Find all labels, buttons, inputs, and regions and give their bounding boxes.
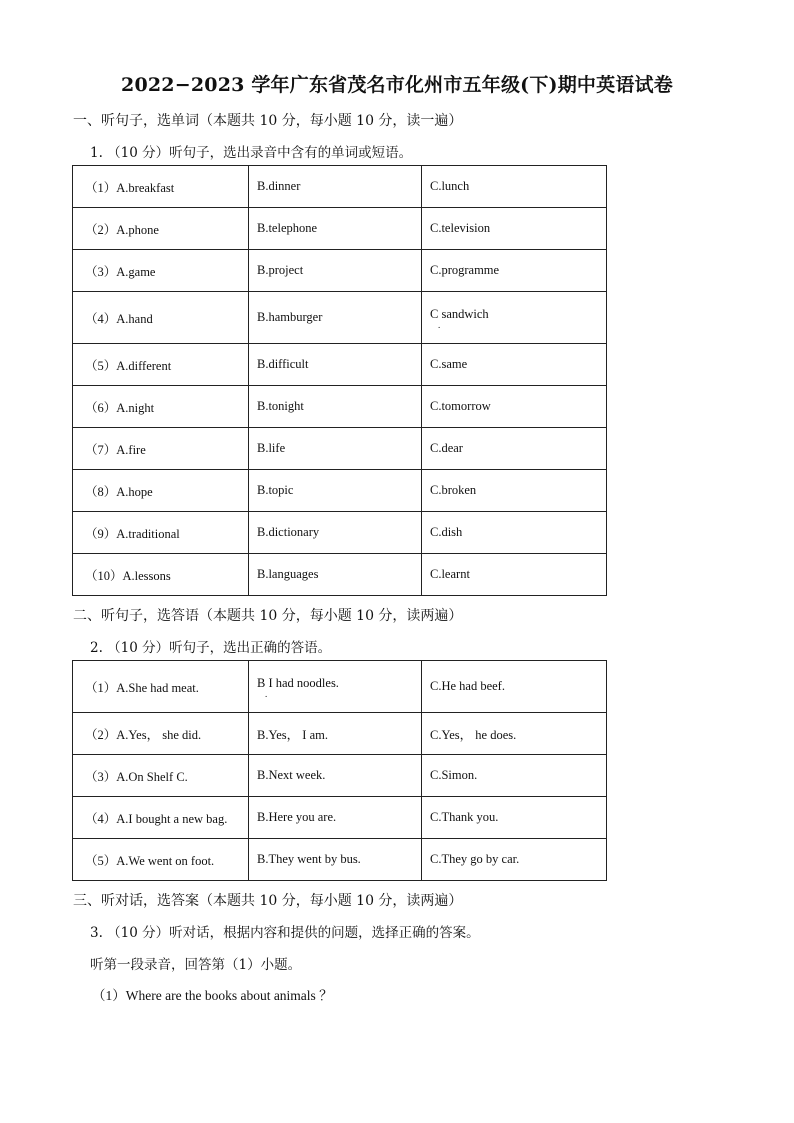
option-b: B.Here you are. (249, 797, 422, 839)
table-row (73, 344, 607, 386)
table-row (73, 512, 607, 554)
option-a: （9）A.traditional (73, 512, 249, 554)
option-a: （4）A.hand (73, 292, 249, 344)
option-b: B.dinner (249, 166, 422, 208)
option-b: B.Yes， I am. (249, 713, 422, 755)
question-3-prompt: 3. （10 分）听对话，根据内容和提供的问题，选择正确的答案。 (90, 925, 480, 941)
option-b: B.project (249, 250, 422, 292)
table-row (73, 208, 607, 250)
option-b: B.They went by bus. (249, 839, 422, 881)
option-b: B.telephone (249, 208, 422, 250)
table-row (73, 839, 607, 881)
option-b: B.languages (249, 554, 422, 596)
table-row (73, 554, 607, 596)
table-row (73, 797, 607, 839)
stray-dot: . (265, 689, 268, 699)
section-1-heading: 一、听句子，选单词（本题共 10 分，每小题 10 分，读一遍） (73, 113, 463, 129)
option-c: C.learnt (422, 554, 607, 596)
option-a: （5）A.We went on foot. (73, 839, 249, 881)
option-c: C.dear (422, 428, 607, 470)
question-2-options-table (72, 660, 607, 881)
option-a: （1）A.breakfast (73, 166, 249, 208)
option-c: C.same (422, 344, 607, 386)
section-3-heading: 三、听对话，选答案（本题共 10 分，每小题 10 分，读两遍） (73, 893, 463, 909)
option-a: （2）A.Yes， she did. (73, 713, 249, 755)
option-a: （4）A.I bought a new bag. (73, 797, 249, 839)
question-2-prompt: 2. （10 分）听句子，选出正确的答语。 (90, 640, 332, 656)
table-row (73, 713, 607, 755)
option-c: C.broken (422, 470, 607, 512)
option-a: （3）A.game (73, 250, 249, 292)
table-row (73, 250, 607, 292)
option-a: （6）A.night (73, 386, 249, 428)
option-b: B.Next week. (249, 755, 422, 797)
option-b: B.difficult (249, 344, 422, 386)
option-c: C.Simon. (422, 755, 607, 797)
option-b (249, 661, 422, 713)
question-1-options-table (72, 165, 607, 596)
option-b-text: B I had noodles. (257, 676, 339, 690)
table-row (73, 386, 607, 428)
option-b: B.topic (249, 470, 422, 512)
option-a: （7）A.fire (73, 428, 249, 470)
table-row (73, 470, 607, 512)
option-a: （3）A.On Shelf C. (73, 755, 249, 797)
option-b: B.hamburger (249, 292, 422, 344)
option-a: （10）A.lessons (73, 554, 249, 596)
stray-dot: . (438, 320, 441, 330)
table-row (73, 292, 607, 344)
question-1-prompt: 1. （10 分）听句子，选出录音中含有的单词或短语。 (90, 145, 413, 161)
option-a: （5）A.different (73, 344, 249, 386)
option-c-text: C sandwich (430, 307, 489, 321)
option-b: B.life (249, 428, 422, 470)
option-a: （1）A.She had meat. (73, 661, 249, 713)
option-c: C.Yes， he does. (422, 713, 607, 755)
option-a: （2）A.phone (73, 208, 249, 250)
section-2-heading: 二、听句子，选答语（本题共 10 分，每小题 10 分，读两遍） (73, 608, 463, 624)
option-b: B.tonight (249, 386, 422, 428)
option-c: C.He had beef. (422, 661, 607, 713)
option-c: C.lunch (422, 166, 607, 208)
question-3-item-1: （1）Where are the books about animals ？ (92, 988, 333, 1003)
table-row (73, 166, 607, 208)
page-title: 2022−2023 学年广东省茂名市化州市五年级(下)期中英语试卷 (121, 74, 673, 96)
option-b: B.dictionary (249, 512, 422, 554)
table-row (73, 661, 607, 713)
question-3-instruction: 听第一段录音，回答第（1）小题。 (90, 957, 302, 973)
option-c: C.Thank you. (422, 797, 607, 839)
option-c (422, 292, 607, 344)
option-c: C.They go by car. (422, 839, 607, 881)
option-c: C.tomorrow (422, 386, 607, 428)
option-a: （8）A.hope (73, 470, 249, 512)
option-c: C.programme (422, 250, 607, 292)
table-row (73, 428, 607, 470)
option-c: C.dish (422, 512, 607, 554)
table-row (73, 755, 607, 797)
option-c: C.television (422, 208, 607, 250)
